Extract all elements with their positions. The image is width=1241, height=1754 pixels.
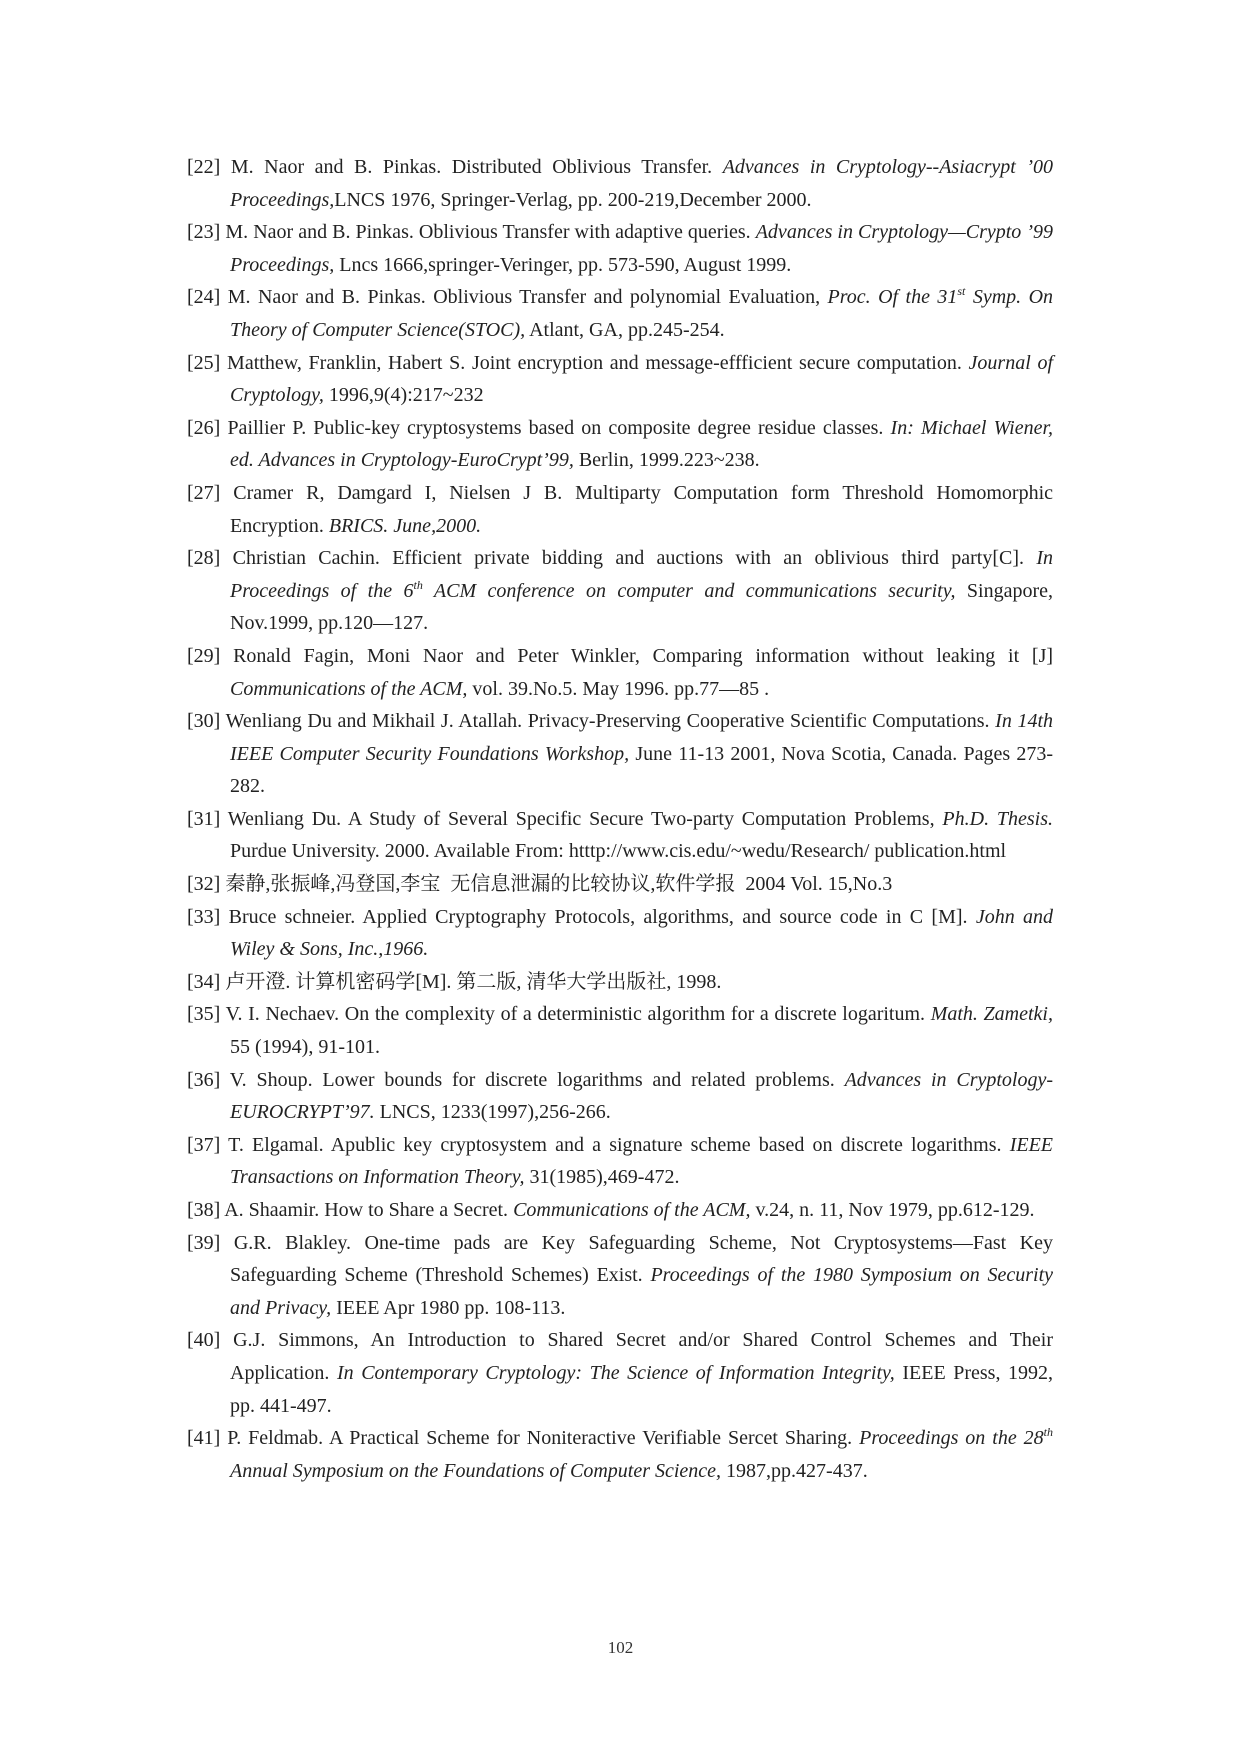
reference-39 xyxy=(187,1227,1053,1325)
ref-text: Wenliang Du. A Study of Several Specific Secure Two-party Computation Problems, xyxy=(227,807,935,830)
reference-27 xyxy=(187,477,1053,542)
ref-text: 卢开澄. 计算机密码学[M]. 第二版, 清华大学出版社, 1998. xyxy=(225,970,722,993)
ref-details: Lncs 1666,springer-Veringer, pp. 573-590, August 1999. xyxy=(339,253,792,276)
ref-number: [39] xyxy=(187,1231,221,1254)
ref-number: [26] xyxy=(187,416,221,439)
reference-list xyxy=(187,151,1053,1487)
ref-number: [36] xyxy=(187,1068,221,1091)
ref-text: Bruce schneier. Applied Cryptography Protocols, algorithms, and source code in C [M]. xyxy=(228,905,968,928)
ref-details: vol. 39.No.5. May 1996. pp.77—85 . xyxy=(472,677,770,700)
reference-22 xyxy=(187,151,1053,216)
ordinal-superscript: th xyxy=(1043,1425,1054,1440)
ref-details: 1996,9(4):217~232 xyxy=(328,384,484,407)
ref-text: Ronald Fagin, Moni Naor and Peter Winkler, Comparing information without leaking it [J] xyxy=(233,644,1054,667)
reference-25 xyxy=(187,347,1053,412)
reference-26 xyxy=(187,412,1053,477)
ref-text: Cramer R, Damgard I, Nielsen J B. Multiparty Computation form Threshold Homomorphic Encryption. xyxy=(230,481,1053,537)
reference-30 xyxy=(187,705,1053,803)
ref-text: V. Shoup. Lower bounds for discrete logarithms and related problems. xyxy=(229,1068,835,1091)
reference-31 xyxy=(187,803,1053,868)
ref-source: Communications of the ACM, xyxy=(513,1199,751,1221)
ref-number: [24] xyxy=(187,286,221,309)
ref-text: G.R. Blakley. One-time pads are Key Safeguarding Scheme, Not Cryptosystems—Fast Key Safeguarding Scheme (Threshold Schemes) Exist. xyxy=(230,1231,1053,1287)
reference-32 xyxy=(187,868,1053,901)
ref-number: [38] xyxy=(187,1199,221,1221)
ref-number: [28] xyxy=(187,547,221,570)
reference-29 xyxy=(187,640,1053,705)
ref-text: T. Elgamal. Apublic key cryptosystem and a signature scheme based on discrete logarithms. xyxy=(228,1133,1002,1156)
ref-number: [31] xyxy=(187,807,221,830)
ref-details: Berlin, 1999.223~238. xyxy=(578,449,760,472)
ref-text: M. Naor and B. Pinkas. Oblivious Transfer with adaptive queries. xyxy=(225,221,751,244)
ref-number: [22] xyxy=(187,156,221,178)
ref-source: In Proceedings of the 6th ACM conference on computer and communications security, xyxy=(230,547,1053,602)
ref-number: [30] xyxy=(187,710,221,733)
ref-source: In 14th IEEE Computer Security Foundations Workshop, xyxy=(230,710,1054,765)
ref-number: [25] xyxy=(187,351,221,374)
reference-35 xyxy=(187,998,1053,1063)
reference-38 xyxy=(187,1194,1053,1227)
ref-source: Math. Zametki, xyxy=(930,1003,1053,1026)
ref-number: [34] xyxy=(187,970,221,993)
ref-source: Ph.D. Thesis. xyxy=(942,807,1053,830)
ref-text: V. I. Nechaev. On the complexity of a deterministic algorithm for a discrete logaritum. xyxy=(225,1003,926,1026)
ref-text: P. Feldmab. A Practical Scheme for Noniteractive Verifiable Sercet Sharing. xyxy=(227,1427,853,1450)
ref-source: In Contemporary Cryptology: The Science of Information Integrity, xyxy=(337,1361,895,1384)
ref-number: [35] xyxy=(187,1003,221,1026)
ref-source: Proceedings of the 1980 Symposium on Security and Privacy, xyxy=(230,1264,1053,1319)
ordinal-superscript: th xyxy=(413,577,423,592)
ref-source: Advances in Cryptology--Asiacrypt ’00 Proceedings, xyxy=(230,156,1054,211)
ref-details: Atlant, GA, pp.245-254. xyxy=(529,318,725,341)
ref-text: Paillier P. Public-key cryptosystems based on composite degree residue classes. xyxy=(227,416,884,439)
ref-details: 31(1985),469-472. xyxy=(529,1166,680,1189)
reference-24 xyxy=(187,281,1053,346)
reference-34 xyxy=(187,966,1053,999)
ref-details: v.24, n. 11, Nov 1979, pp.612-129. xyxy=(755,1199,1035,1221)
ref-number: [37] xyxy=(187,1133,221,1156)
ref-details: Purdue University. 2000. Available From: htttp://www.cis.edu/~wedu/Research/ publication.html xyxy=(230,840,1007,863)
ref-text: Christian Cachin. Efficient private bidding and auctions with an oblivious third party[C]. xyxy=(232,547,1025,570)
ref-text: 秦静,张振峰,冯登国,李宝 无信息泄漏的比较协议,软件学报 2004 Vol. 15,No.3 xyxy=(225,873,893,896)
ref-source: Proceedings on the 28th Annual Symposium on the Foundations of Computer Science, xyxy=(230,1425,1054,1482)
ref-details: LNCS 1976, Springer-Verlag, pp. 200-219,December 2000. xyxy=(334,188,812,211)
reference-23 xyxy=(187,216,1053,281)
ref-details: 55 (1994), 91-101. xyxy=(230,1036,380,1059)
ref-number: [27] xyxy=(187,481,221,504)
ordinal-superscript: st xyxy=(957,284,966,299)
ref-text: M. Naor and B. Pinkas. Distributed Oblivious Transfer. xyxy=(230,156,713,178)
ref-source: Advances in Cryptology-EUROCRYPT’97. xyxy=(230,1068,1054,1124)
reference-41 xyxy=(187,1422,1053,1487)
ref-source: BRICS. June,2000. xyxy=(328,514,482,537)
ref-number: [32] xyxy=(187,873,221,896)
ref-number: [29] xyxy=(187,644,221,667)
ref-text: M. Naor and B. Pinkas. Oblivious Transfer and polynomial Evaluation, xyxy=(227,286,821,309)
reference-40 xyxy=(187,1324,1053,1422)
ref-details: Singapore, Nov.1999, pp.120—127. xyxy=(230,579,1054,635)
ref-source: Proc. Of the 31st Symp. On Theory of Computer Science(STOC), xyxy=(230,284,1054,341)
reference-28 xyxy=(187,542,1053,640)
ref-source: John and Wiley & Sons, Inc.,1966. xyxy=(230,905,1053,961)
reference-33 xyxy=(187,901,1053,966)
ref-source: In: Michael Wiener, ed. Advances in Cryptology-EuroCrypt’99, xyxy=(230,416,1054,472)
page-number: 102 xyxy=(607,1638,634,1657)
ref-text: Matthew, Franklin, Habert S. Joint encryption and message-effficient secure computation. xyxy=(227,351,962,374)
ref-text: Wenliang Du and Mikhail J. Atallah. Privacy-Preserving Cooperative Scientific Computations. xyxy=(225,710,990,733)
ref-number: [41] xyxy=(187,1427,221,1450)
reference-37 xyxy=(187,1129,1053,1194)
ref-source: Journal of Cryptology, xyxy=(230,351,1054,407)
ref-source: Communications of the ACM, xyxy=(230,677,468,700)
ref-details: June 11-13 2001, Nova Scotia, Canada. Pages 273-282. xyxy=(230,742,1054,798)
ref-number: [33] xyxy=(187,905,221,928)
reference-36 xyxy=(187,1064,1053,1129)
ref-details: LNCS, 1233(1997),256-266. xyxy=(379,1101,611,1124)
ref-source: Advances in Cryptology—Crypto ’99 Proceedings, xyxy=(230,221,1054,276)
ref-source: IEEE Transactions on Information Theory, xyxy=(230,1133,1053,1189)
ref-details: IEEE Press, 1992, pp. 441-497. xyxy=(230,1361,1054,1417)
ref-details: 1987,pp.427-437. xyxy=(726,1459,868,1482)
ref-text: G.J. Simmons, An Introduction to Shared Secret and/or Shared Control Schemes and Their Application. xyxy=(230,1329,1053,1384)
ref-number: [40] xyxy=(187,1329,221,1352)
ref-details: IEEE Apr 1980 pp. 108-113. xyxy=(336,1296,566,1319)
ref-text: A. Shaamir. How to Share a Secret. xyxy=(224,1199,509,1221)
ref-number: [23] xyxy=(187,221,221,244)
